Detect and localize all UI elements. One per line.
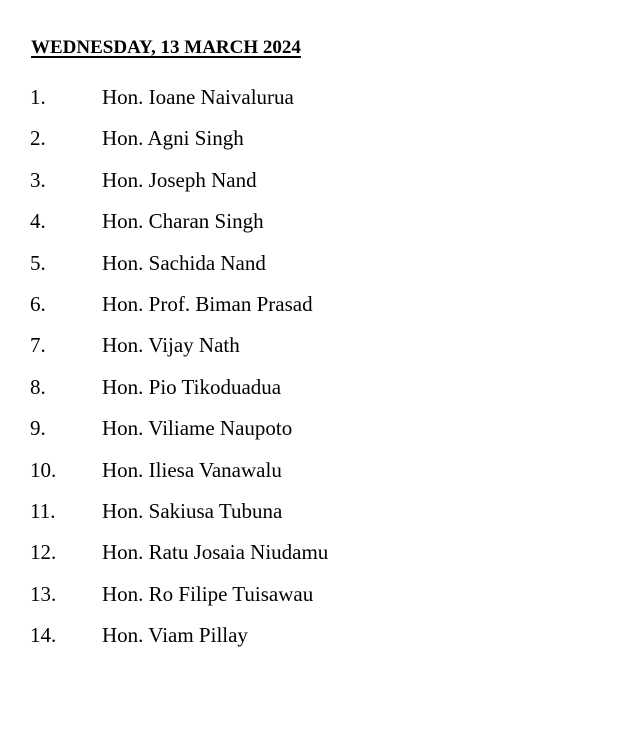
list-item (30, 125, 328, 166)
item-number: 12. (30, 540, 57, 565)
member-name: Hon. Viliame Naupoto (102, 416, 293, 441)
item-number: 8. (30, 374, 46, 399)
list-item (30, 374, 328, 415)
item-number: 6. (30, 291, 46, 316)
list-item (30, 208, 328, 249)
member-name: Hon. Sachida Nand (102, 250, 266, 275)
list-item (30, 250, 328, 291)
member-name: Hon. Iliesa Vanawalu (102, 457, 282, 482)
member-name: Hon. Prof. Biman Prasad (102, 291, 313, 316)
item-number: 9. (30, 416, 46, 441)
member-name: Hon. Ratu Josaia Niudamu (102, 540, 329, 565)
item-number: 3. (30, 167, 46, 192)
list-item (30, 167, 328, 208)
member-name: Hon. Charan Singh (102, 209, 264, 234)
member-name: Hon. Agni Singh (102, 126, 244, 151)
member-name: Hon. Sakiusa Tubuna (102, 498, 283, 523)
list-item (30, 291, 328, 332)
list-item (30, 539, 328, 580)
list-item (30, 415, 328, 456)
list-item (30, 622, 328, 663)
list-item (30, 457, 328, 498)
item-number: 4. (30, 209, 46, 234)
member-name: Hon. Pio Tikoduadua (102, 374, 282, 399)
item-number: 1. (30, 85, 46, 109)
item-number: 14. (30, 623, 57, 648)
item-number: 11. (30, 498, 56, 523)
member-name: Hon. Ioane Naivalurua (102, 85, 294, 109)
member-name: Hon. Vijay Nath (102, 333, 240, 358)
item-number: 10. (30, 457, 57, 482)
item-number: 13. (30, 581, 57, 606)
list-item (30, 581, 328, 622)
member-name: Hon. Viam Pillay (102, 623, 248, 648)
date-heading: WEDNESDAY, 13 MARCH 2024 (31, 37, 301, 58)
list-item (30, 498, 328, 539)
item-number: 2. (30, 126, 46, 151)
list-item (30, 84, 328, 125)
member-name: Hon. Joseph Nand (102, 167, 257, 192)
list-item (30, 332, 328, 373)
item-number: 7. (30, 333, 46, 358)
members-list (30, 84, 328, 663)
member-name: Hon. Ro Filipe Tuisawau (102, 581, 314, 606)
item-number: 5. (30, 250, 46, 275)
